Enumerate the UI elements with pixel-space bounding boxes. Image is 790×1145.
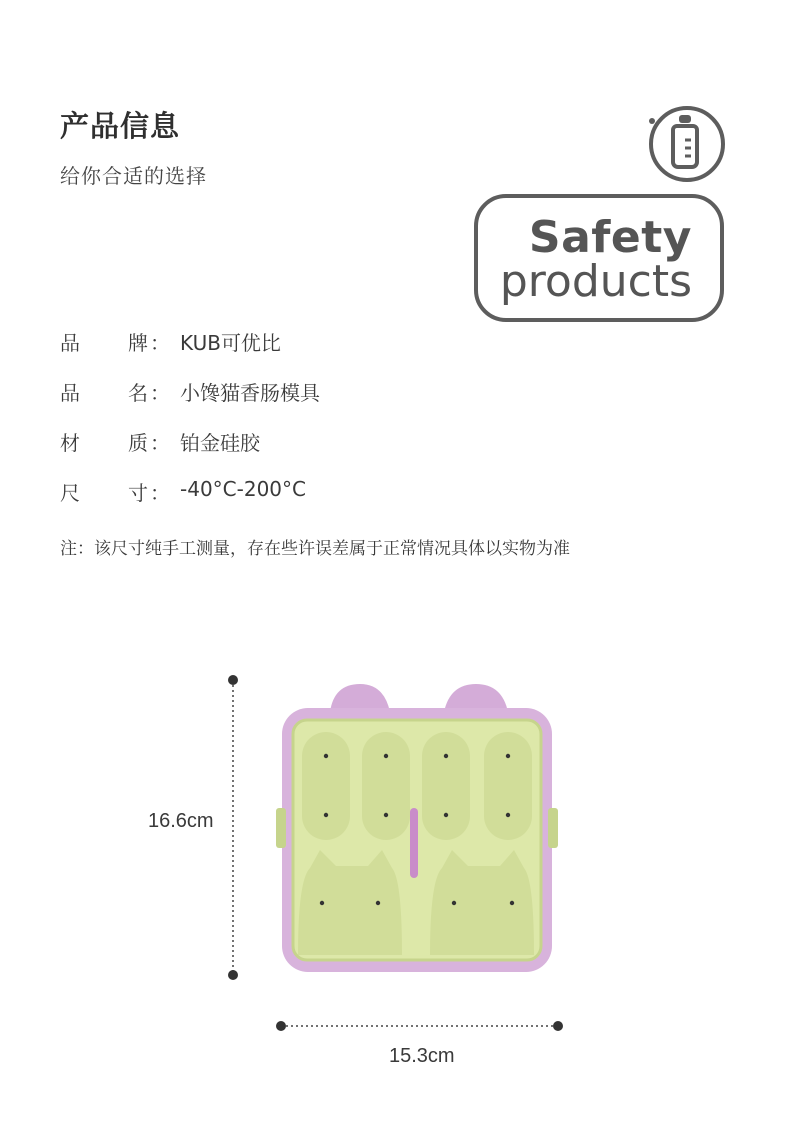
- spec-value: KUB可优比: [180, 331, 281, 355]
- height-dimension-label: 16.6cm: [148, 810, 214, 832]
- spec-label-char: 名: [128, 381, 148, 405]
- measurement-note: 注：该尺寸纯手工测量，存在些许误差属于正常情况具体以实物为准: [60, 539, 570, 559]
- spec-label-char: 品: [60, 381, 80, 405]
- spec-label-char: 材: [60, 431, 80, 455]
- spec-value: -40°C-200°C: [180, 477, 306, 501]
- center-handle: [410, 808, 418, 878]
- width-dimension-label: 15.3cm: [389, 1045, 455, 1067]
- badge-line-safety: Safety: [528, 212, 692, 263]
- spec-label-char: 质: [128, 431, 148, 455]
- badge-line-products: products: [499, 256, 692, 307]
- spec-value: 小馋猫香肠模具: [180, 381, 320, 405]
- spec-colon: ：: [150, 381, 170, 405]
- spec-label-char: 牌: [128, 331, 148, 355]
- height-dimension-line: [228, 675, 238, 980]
- width-dimension-line: [276, 1021, 563, 1031]
- spec-colon: ：: [150, 431, 170, 455]
- spec-colon: ：: [150, 331, 170, 355]
- spec-label-char: 寸: [128, 481, 148, 505]
- page-title: 产品信息: [60, 109, 181, 143]
- spec-label-char: 尺: [60, 481, 80, 505]
- spec-value: 铂金硅胶: [180, 431, 260, 455]
- spec-colon: ：: [150, 481, 170, 505]
- spec-label-char: 品: [60, 331, 80, 355]
- page-subtitle: 给你合适的选择: [60, 164, 207, 188]
